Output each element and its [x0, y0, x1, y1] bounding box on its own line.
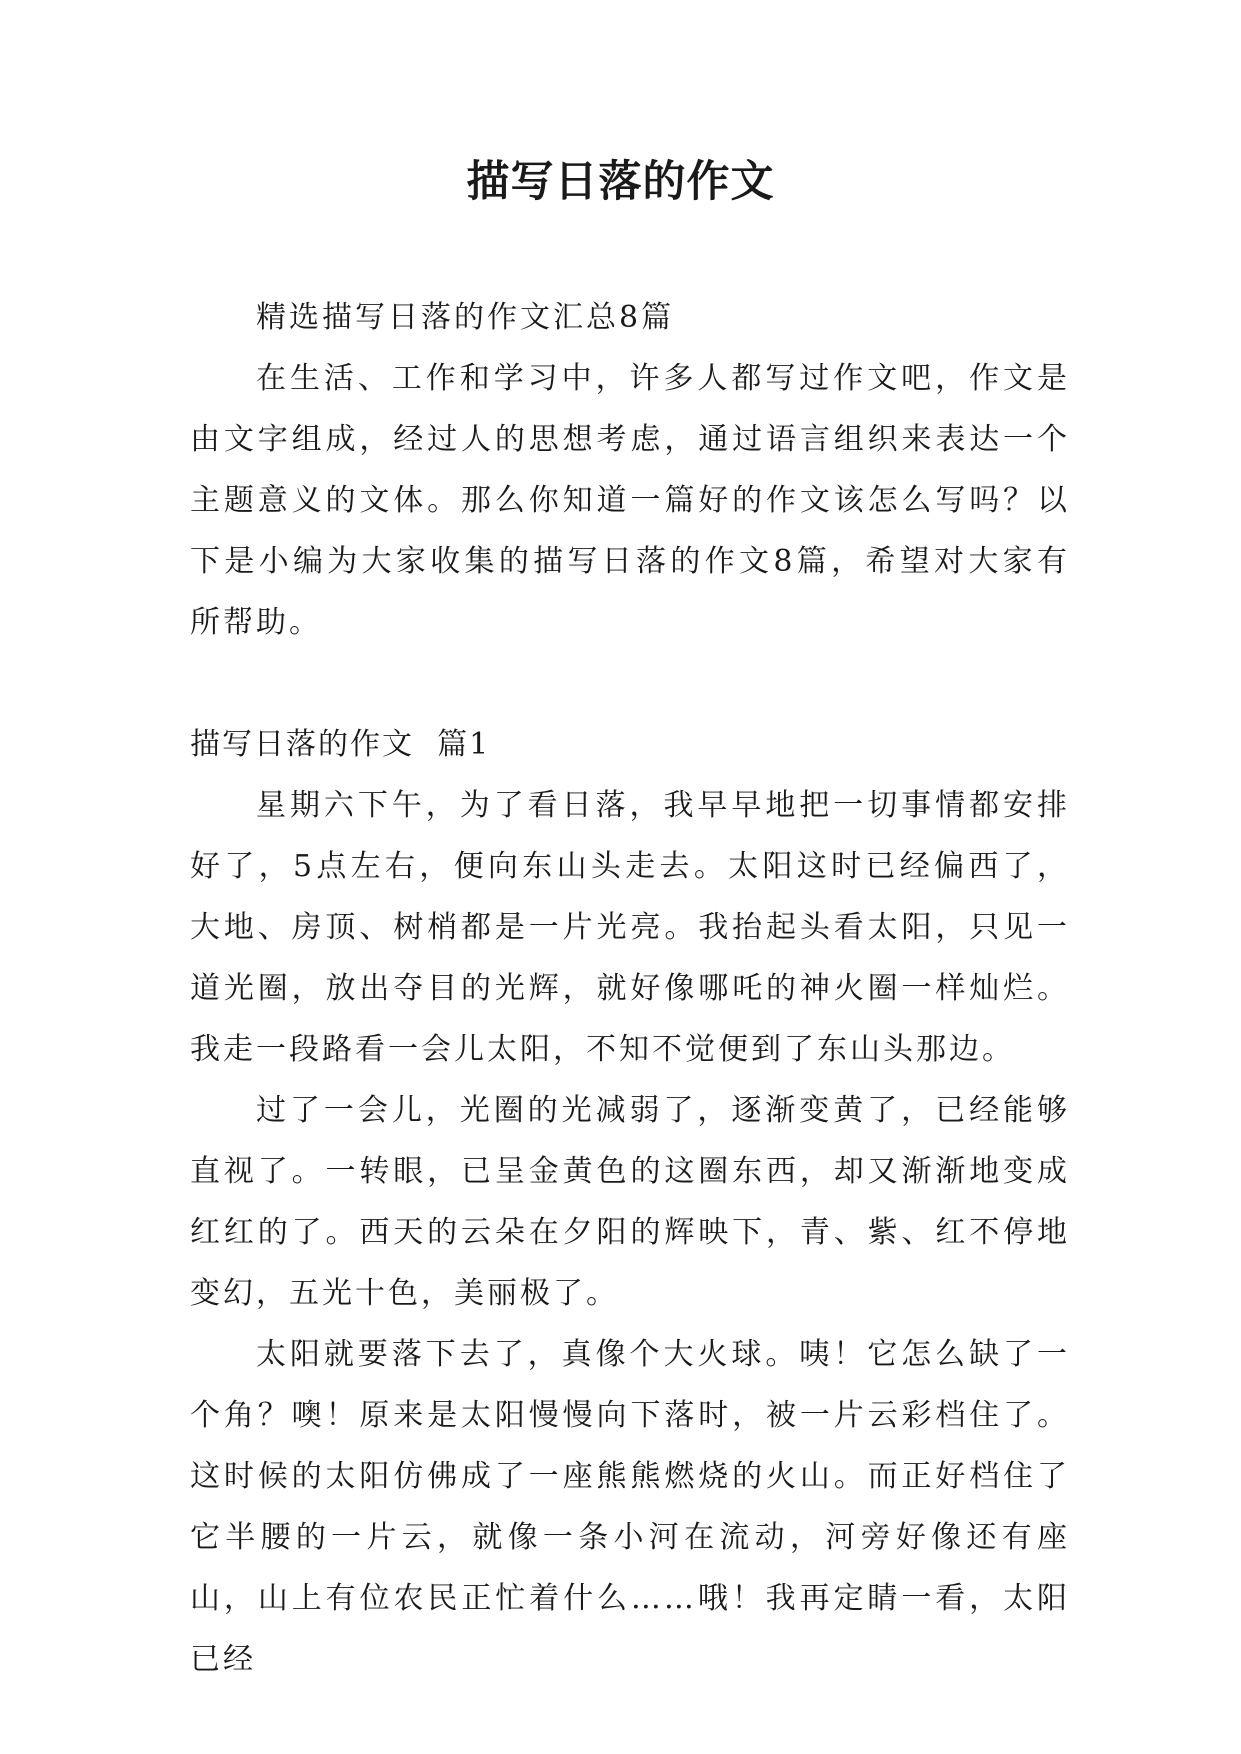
essay-paragraph-3: 太阳就要落下去了，真像个大火球。咦！它怎么缺了一个角？噢！原来是太阳慢慢向下落时，被一片云彩档住了。这时候的太阳仿佛成了一座熊熊燃烧的火山。而正好档住了它半腰的一片云，就像一条小河在流动，河旁好像还有座山，山上有位农民正忙着什么……哦！我再定睛一看，太阳已经: [190, 1337, 1070, 1677]
essay-paragraph-2: 过了一会儿，光圈的光减弱了，逐渐变黄了，已经能够直视了。一转眼，已呈金黄色的这圈东西，却又渐渐地变成红红的了。西天的云朵在夕阳的辉映下，青、紫、红不停地变幻，五光十色，美丽极了。: [190, 1093, 1070, 1311]
essay-paragraph-1: 星期六下午，为了看日落，我早早地把一切事情都安排好了，5点左右，便向东山头走去。太阳这时已经偏西了，大地、房顶、树梢都是一片光亮。我抬起头看太阳，只见一道光圈，放出夺目的光辉，就好像哪吒的神火圈一样灿烂。我走一段路看一会儿太阳，不知不觉便到了东山头那边。: [190, 788, 1070, 1067]
document-body: [190, 287, 1070, 1690]
document-title: 描写日落的作文: [466, 157, 775, 207]
intro-paragraph: 在生活、工作和学习中，许多人都写过作文吧，作文是由文字组成，经过人的思想考虑，通过语言组织来表达一个主题意义的文体。那么你知道一篇好的作文该怎么写吗？以下是小编为大家收集的描写日落的作文8篇，希望对大家有所帮助。: [190, 361, 1070, 640]
document-subtitle: 精选描写日落的作文汇总8篇: [256, 300, 675, 335]
section-heading: 描写日落的作文 篇1: [190, 727, 491, 762]
